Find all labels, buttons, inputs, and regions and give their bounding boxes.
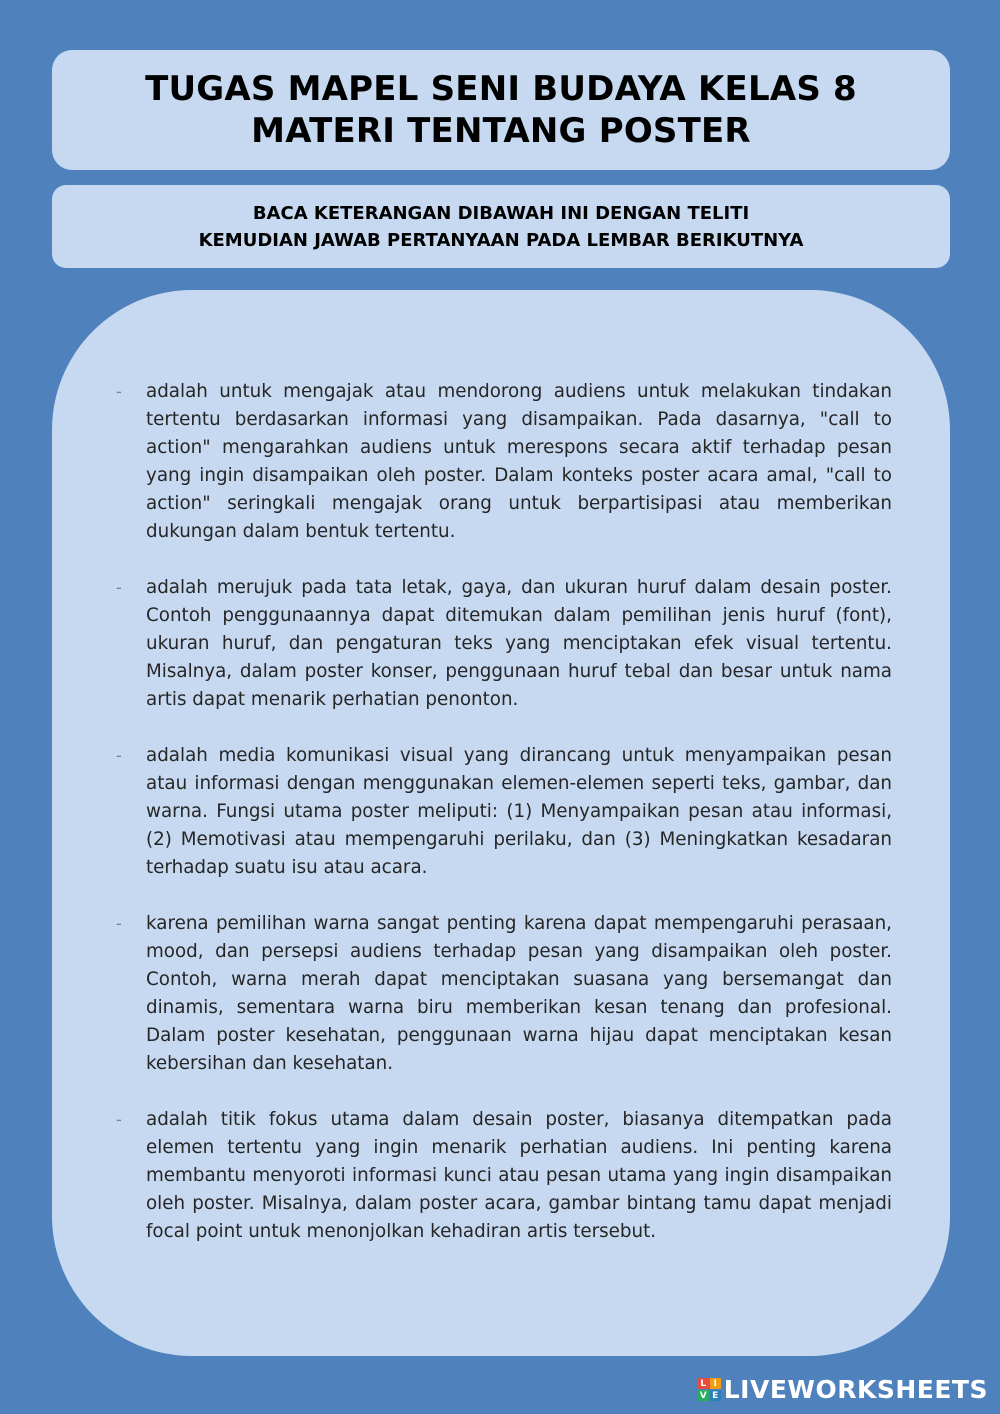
instruction-line-2: KEMUDIAN JAWAB PERTANYAAN PADA LEMBAR BERIKUTNYA: [198, 229, 804, 251]
list-item: [116, 742, 892, 882]
logo-letter: L: [698, 1378, 709, 1389]
instruction-line-1: BACA KETERANGAN DIBAWAH INI DENGAN TELITI: [252, 202, 750, 224]
list-item: [116, 910, 892, 1078]
list-item-text: adalah media komunikasi visual yang dirancang untuk menyampaikan pesan atau informasi dengan menggunakan elemen-elemen seperti teks, gambar, dan warna. Fungsi utama poster meliputi: (1) Menyampaikan pesan atau informasi, (2) Memotivasi atau mempengaruhi perilaku, dan (3) Meningkatkan kesadaran terhadap suatu isu atau acara.: [146, 745, 892, 878]
list-item-text: adalah merujuk pada tata letak, gaya, dan ukuran huruf dalam desain poster. Contoh penggunaannya dapat ditemukan dalam pemilihan jenis huruf (font), ukuran huruf, dan pengaturan teks yang menciptakan efek visual tertentu. Misalnya, dalam poster konser, penggunaan huruf tebal dan besar untuk nama artis dapat menarik perhatian penonton.: [146, 577, 892, 710]
title-panel: [52, 50, 950, 170]
bullet-marker: -: [116, 382, 122, 401]
page-title-line-2: MATERI TENTANG POSTER: [251, 111, 751, 151]
description-list: [0, 378, 1000, 1274]
bullet-marker: -: [116, 1110, 122, 1129]
bullet-marker: -: [116, 746, 122, 765]
list-item: [116, 574, 892, 714]
logo-letter: E: [710, 1390, 721, 1401]
page-title-line-1: TUGAS MAPEL SENI BUDAYA KELAS 8: [145, 69, 857, 109]
bullet-marker: -: [116, 578, 122, 597]
liveworksheets-brand[interactable]: [698, 1375, 988, 1404]
logo-letter: V: [698, 1390, 709, 1401]
list-item-text: karena pemilihan warna sangat penting karena dapat mempengaruhi perasaan, mood, dan persepsi audiens terhadap pesan yang disampaikan oleh poster. Contoh, warna merah dapat menciptakan suasana yang bersemangat dan dinamis, sementara warna biru memberikan kesan tenang dan profesional. Dalam poster kesehatan, penggunaan warna hijau dapat menciptakan kesan kebersihan dan kesehatan.: [146, 913, 892, 1074]
liveworksheets-logo-icon: [698, 1378, 721, 1401]
list-item-text: adalah untuk mengajak atau mendorong audiens untuk melakukan tindakan tertentu berdasarkan informasi yang disampaikan. Pada dasarnya, "call to action" mengarahkan audiens untuk merespons secara aktif terhadap pesan yang ingin disampaikan oleh poster. Dalam konteks poster acara amal, "call to action" seringkali mengajak orang untuk berpartisipasi atau memberikan dukungan dalam bentuk tertentu.: [146, 381, 892, 542]
bullet-marker: -: [116, 914, 122, 933]
list-item-text: adalah titik fokus utama dalam desain poster, biasanya ditempatkan pada elemen tertentu yang ingin menarik perhatian audiens. Ini penting karena membantu menyoroti informasi kunci atau pesan utama yang ingin disampaikan oleh poster. Misalnya, dalam poster acara, gambar bintang tamu dapat menjadi focal point untuk menonjolkan kehadiran artis tersebut.: [146, 1109, 892, 1242]
logo-letter: I: [710, 1378, 721, 1389]
list-item: [116, 378, 892, 546]
brand-name: LIVEWORKSHEETS: [723, 1375, 988, 1404]
instruction-panel: [52, 185, 950, 268]
list-item: [116, 1106, 892, 1246]
